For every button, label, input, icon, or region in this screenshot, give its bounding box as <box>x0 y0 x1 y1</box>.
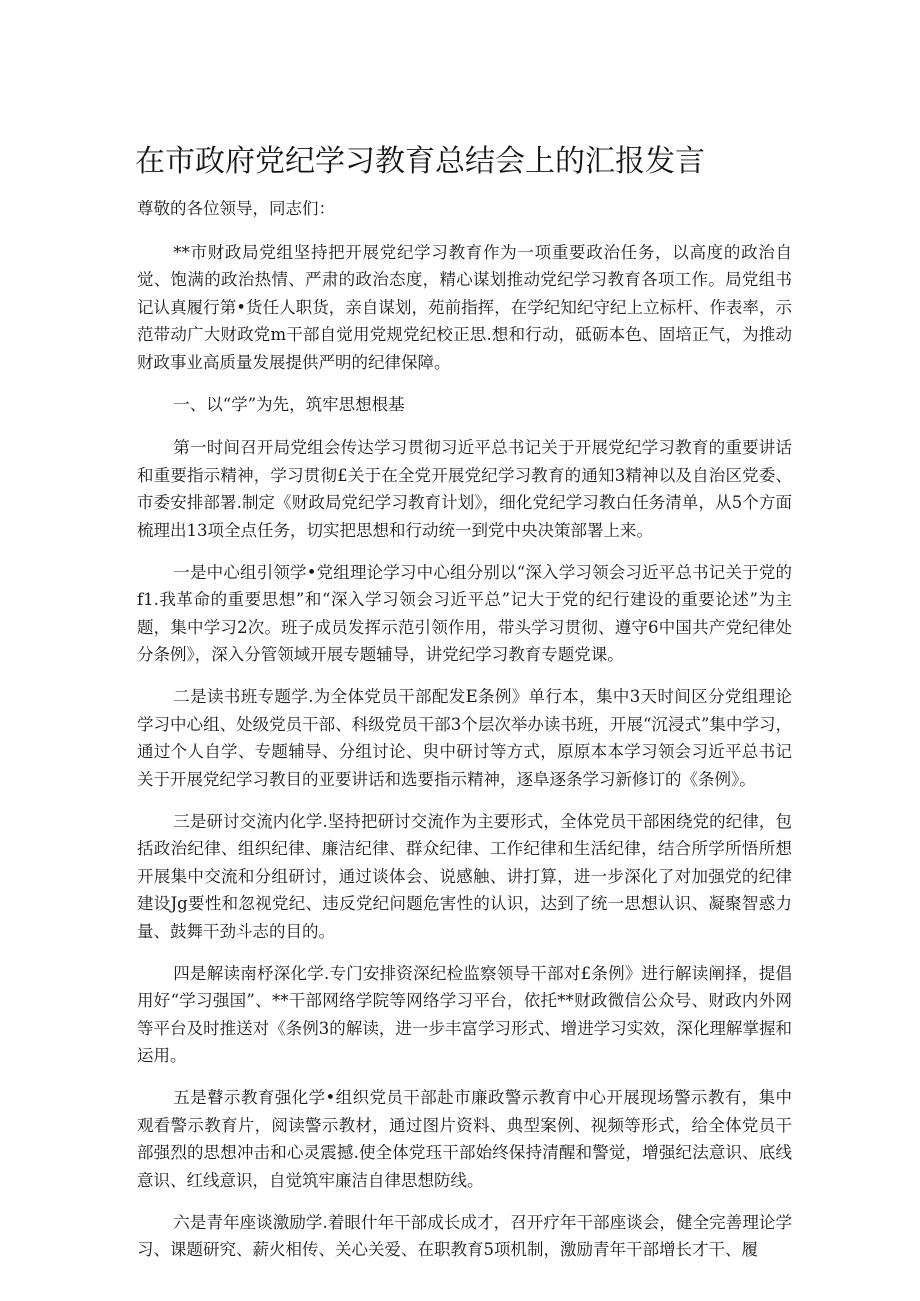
document-body <box>137 195 792 1278</box>
section-heading: 一、以“学”为先，筑牢思想根基 <box>173 394 405 414</box>
document-title: 在市政府党纪学习教育总结会上的汇报发言 <box>135 144 705 179</box>
item-paragraph-5: 五是瞽示教育强化学•组织党员干部赴市廉政警示教育中心开展现场警示教有，集中观看警示教育片，阅读警示教材，通过图片资料、典型案例、视频等形式，给全体党员干部强烈的思想冲击和心灵震撼.使全体党珏干部始终保持清醒和警觉，增强纪法意识、底线意识、红线意识，自觉筑牢廉洁自律思想防线。 <box>137 1088 792 1190</box>
section-intro-paragraph: 第一时间召开局党组会传达学习贯彻习近平总书记关于开展党纪学习教育的重要讲话和重要指示精神，学习贯彻£关于在全党开展党纪学习教育的通知3精神以及自治区党委、市委安排部署.制定《财政局党纪学习教育计划》，细化党纪学习教白任务清单，从5个方面梳理出13项全点任务，切实把思想和行动统一到党中央决策部署上来。 <box>137 438 792 540</box>
item-paragraph-4: 四是解读南杼深化学.专门安排资深纪检监察领导干部对£条例》进行解读阐择，提倡用好“学习强国”、**干部网络学院等网络学习平台，依托**财政微信公众号、财政内外网等平台及时推送对《条例3的解读，进一步丰富学习形式、增进学习实效，深化理解掌握和运用。 <box>137 963 792 1065</box>
item-paragraph-2: 二是读书班专题学.为全体党员干部配发E条例》单行本，集中3天时间区分党组理论学习中心组、处级党员干部、科级党员干部3个层次举办读书班，开展“沉浸式”集中学习，通过个人自学、专题辅导、分组讨论、臾中研讨等方式，原原本本学习领会习近平总书记关于开展党纪学习教目的亚要讲话和选要指示精神，逐阜逐条学习新修订的《条例》。 <box>137 687 792 789</box>
item-paragraph-3: 三是研讨交流内化学.坚持把研讨交流作为主要形式，全体党员干部困绕党的纪律，包括政治纪律、组织纪律、廉洁纪律、群众纪律、工作纪律和生活纪律，结合所学所悟所想开展集中交流和分组研讨，通过谈体会、说感触、讲打算，进一步深化了对加强党的纪律建设Jg要性和忽视党纪、违反党纪问题危害性的认识，达到了统一思想认识、凝聚智惑力量、鼓舞干劲斗志的目的。 <box>137 811 792 941</box>
salutation: 尊敬的各位领导，同志们： <box>137 199 335 218</box>
item-paragraph-1: 一是中心组引领学•党组理论学习中心组分别以“深入学习领会习近平总书记关于党的f1.我革命的重要思想”和“深入学习领会习近平总”记大于党的纪行建设的重要论述”为主题，集中学习2次。班子成员发挥示范引领作用，带头学习贯彻、遵守6中国共产党纪律处分条例》，深入分管领域开展专题辅导，讲党纪学习教育专题党课。 <box>137 562 792 664</box>
item-paragraph-6: 六是青年座谈激励学.着眼什年干部成长成才，召开疗年干部座谈会，健全完善理论学习、课题研究、薪火相传、关心关爱、在职教育5项机制，激励青年干部增长才干、履 <box>137 1212 792 1259</box>
intro-paragraph: **市财政局党组坚持把开展党纪学习教育作为一项重要政治任务，以高度的政治自觉、饱满的政治热情、严肃的政治态度，精心谋划推动党纪学习教育各项工作。局党组书记认真履行第•货任人职货，亲自谋划，苑前指挥，在学纪知纪守纪上立标杆、作表率，示范带动广大财政党m干部自觉用党规党纪校正思.想和行动，砥砺本色、固培正气，为推动财政事业高质量发展提供严明的纪律保障。 <box>137 242 792 372</box>
